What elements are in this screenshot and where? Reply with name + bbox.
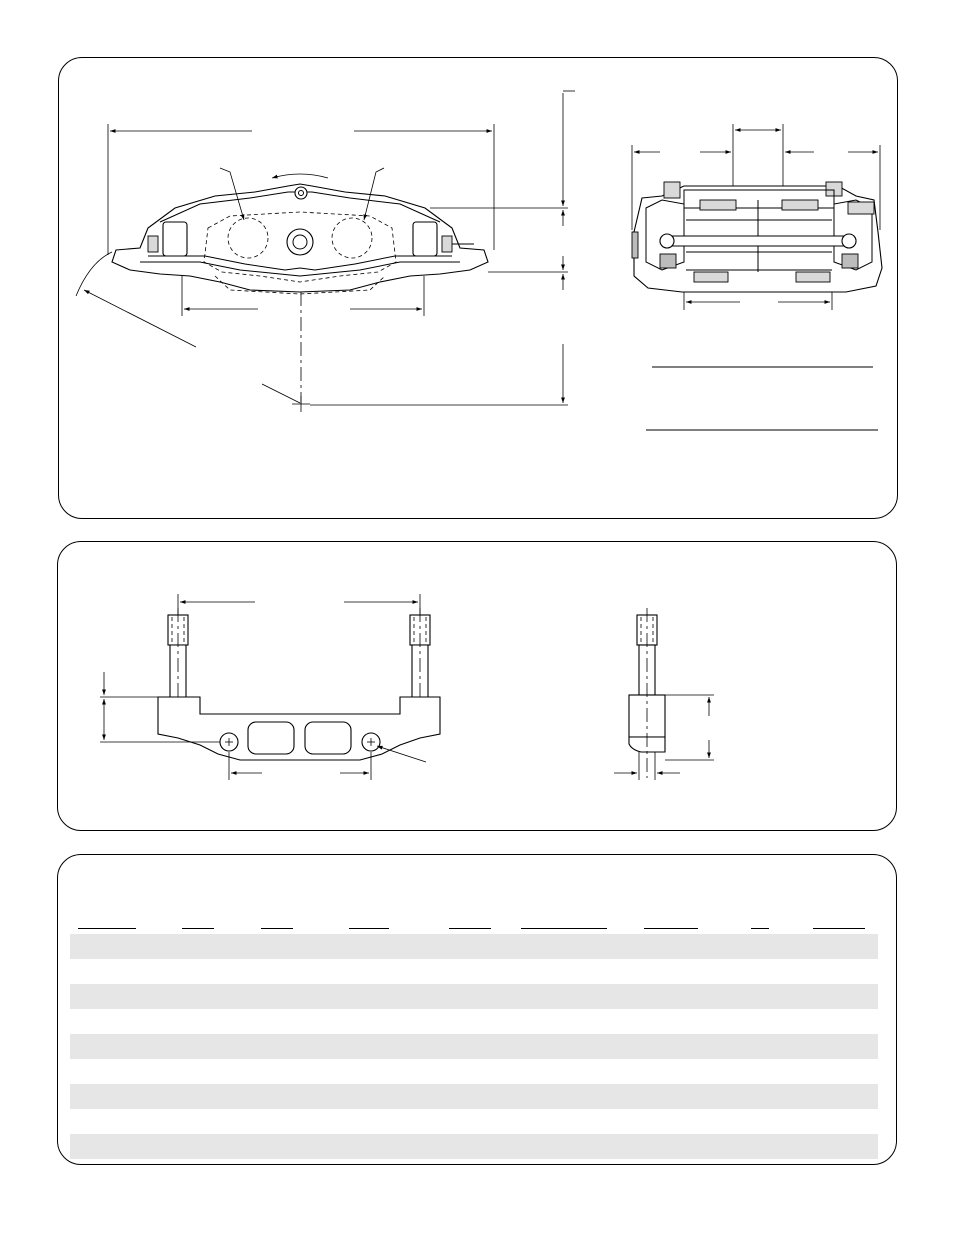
- right-bleeder-nut: [442, 236, 452, 252]
- end-pad-clip-right: [782, 200, 818, 210]
- end-pad-clip-bottom-right: [796, 272, 830, 282]
- table-header-col-6: [521, 928, 607, 929]
- center-bolt-boss: [287, 229, 313, 255]
- table-header-col-5: [449, 928, 491, 929]
- end-through-bolt: [660, 236, 856, 246]
- table-row: [70, 1059, 878, 1084]
- table-row: [70, 1134, 878, 1159]
- left-piston-housing: [163, 222, 187, 256]
- table-row: [70, 959, 878, 984]
- end-bolt-head-right: [842, 234, 856, 248]
- end-bleeder-stem: [848, 202, 874, 214]
- radius-leader: [84, 290, 196, 347]
- table-header-col-3: [261, 928, 293, 929]
- end-pad-clip-bottom-left: [694, 272, 728, 282]
- table-row: [70, 1034, 878, 1059]
- end-bleeder-left: [664, 182, 680, 198]
- end-lug-right: [842, 254, 858, 268]
- table-row: [70, 1109, 878, 1134]
- table-row: [70, 1009, 878, 1034]
- bracket-drawing-panel: [57, 541, 897, 831]
- end-side-tab: [632, 232, 638, 258]
- table-header-col-4: [349, 928, 389, 929]
- leader-center: [262, 384, 300, 403]
- table-header-col-7: [644, 928, 698, 929]
- table-body: [70, 934, 878, 1159]
- rotor-arc: [76, 252, 112, 296]
- table-header-col-2: [182, 928, 214, 929]
- caliper-end-view: [632, 124, 882, 430]
- table-header-col-1: [78, 928, 136, 929]
- table-header-col-9: [813, 928, 865, 929]
- table-header-col-8: [751, 928, 769, 929]
- caliper-front-view: [76, 91, 575, 412]
- table-row: [70, 1084, 878, 1109]
- rotation-direction-arrow: [272, 174, 328, 178]
- end-bolt-head-left: [660, 234, 674, 248]
- table-row: [70, 984, 878, 1009]
- end-lug-left: [660, 254, 676, 268]
- right-piston-housing: [413, 222, 437, 256]
- end-pad-clip-left: [700, 200, 736, 210]
- table-row: [70, 934, 878, 959]
- crossover-fitting: [295, 187, 307, 199]
- left-bleeder-nut: [148, 236, 158, 252]
